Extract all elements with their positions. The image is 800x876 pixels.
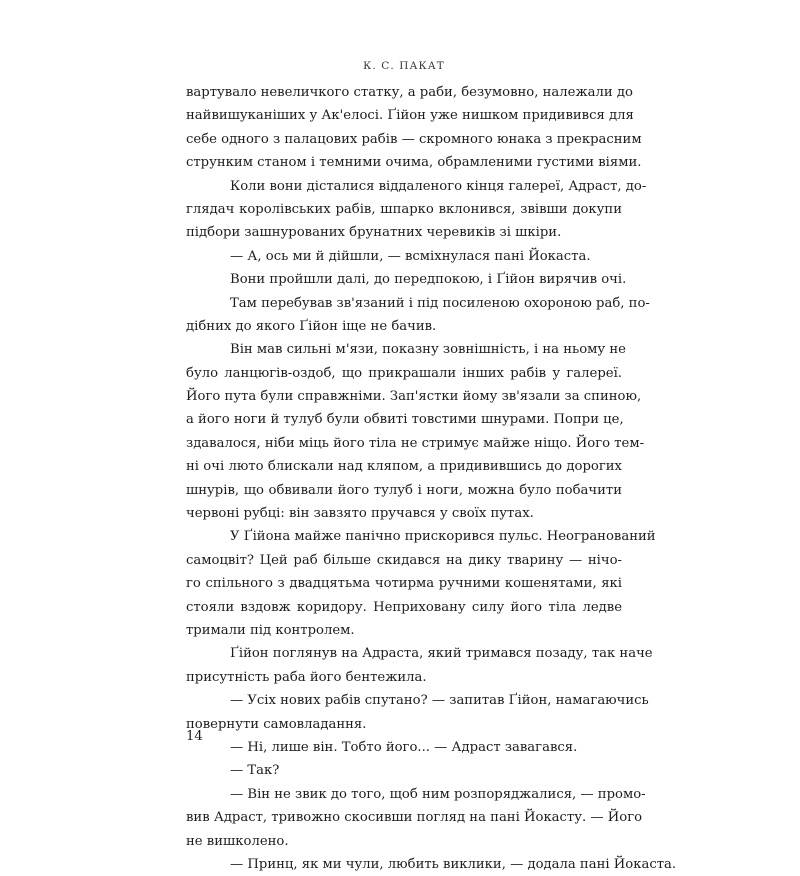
body-text (186, 81, 677, 876)
text-line: ні очі люто блискали над кляпом, а придивившись до дорогих (186, 459, 622, 475)
text-line: підбори зашнурованих брунатних черевиків зі шкіри. (186, 225, 562, 241)
text-line: Він мав сильні м'язи, показну зовнішність, і на ньому не (230, 342, 626, 358)
text-line: струнким станом і темними очима, обрамленими густими віями. (186, 155, 642, 171)
text-line: — Так? (230, 763, 280, 779)
text-line: Його пута були справжніми. Зап'ястки йому зв'язали за спиною, (186, 389, 642, 405)
page-number: 14 (186, 729, 203, 744)
text-line: шнурів, що обвивали його тулуб і ноги, можна було побачити (186, 482, 622, 498)
text-line: го спільного з двадцятьма чотирма ручними кошенятами, які (186, 576, 622, 592)
text-line: себе одного з палацових рабів — скромного юнака з прекрасним (186, 131, 642, 147)
text-line: Коли вони дісталися віддаленого кінця галереї, Адраст, до- (230, 178, 647, 194)
text-line: — Усіх нових рабів спутано? — запитав Ґійон, намагаючись (230, 693, 649, 709)
running-head: К. С. ПАКАТ (363, 60, 445, 72)
text-line: було ланцюгів-оздоб, що прикрашали інших рабів у галереї. (186, 365, 622, 381)
text-line: стояли вздовж коридору. Неприховану силу його тіла ледве (186, 599, 622, 615)
text-line: найвишуканіших у Ак'елосі. Ґійон уже нишком придивився для (186, 108, 634, 124)
text-line: повернути самовладання. (186, 716, 367, 732)
text-line: вартувало невеличкого статку, а раби, безумовно, належали до (186, 85, 633, 100)
text-line: — А, ось ми й дійшли, — всміхнулася пані Йокаста. (230, 248, 591, 264)
text-line: тримали під контролем. (186, 622, 355, 638)
text-line: У Ґійона майже панічно прискорився пульс. Неогранований (230, 529, 656, 545)
text-line: а його ноги й тулуб були обвиті товстими шнурами. Попри це, (186, 412, 624, 428)
text-line: самоцвіт? Цей раб більше скидався на дику тварину — нічо- (186, 552, 622, 568)
text-line: Ґійон поглянув на Адраста, який тримався позаду, так наче (230, 646, 653, 662)
text-line: — Він не звик до того, щоб ним розпоряджалися, — промо- (230, 786, 646, 802)
text-line: — Ні, лише він. Тобто його... — Адраст завагався. (230, 739, 578, 755)
text-line: червоні рубці: він завзято пручався у своїх путах. (186, 506, 534, 522)
text-line: Вони пройшли далі, до передпокою, і Ґійон вирячив очі. (230, 272, 627, 288)
text-line: здавалося, ніби міць його тіла не стримує майже ніщо. Його тем- (186, 435, 645, 451)
text-line: вив Адраст, тривожно скосивши погляд на пані Йокасту. — Його (186, 810, 643, 826)
text-line: присутність раба його бентежила. (186, 669, 427, 685)
text-line: глядач королівських рабів, шпарко вклонився, звівши докупи (186, 201, 622, 217)
text-line: — Принц, як ми чули, любить виклики, — додала пані Йокаста. (230, 856, 677, 872)
text-line: дібних до якого Ґійон іще не бачив. (186, 318, 437, 334)
text-line: Там перебував зв'язаний і під посиленою охороною раб, по- (230, 295, 650, 311)
text-line: не вишколено. (186, 833, 289, 849)
